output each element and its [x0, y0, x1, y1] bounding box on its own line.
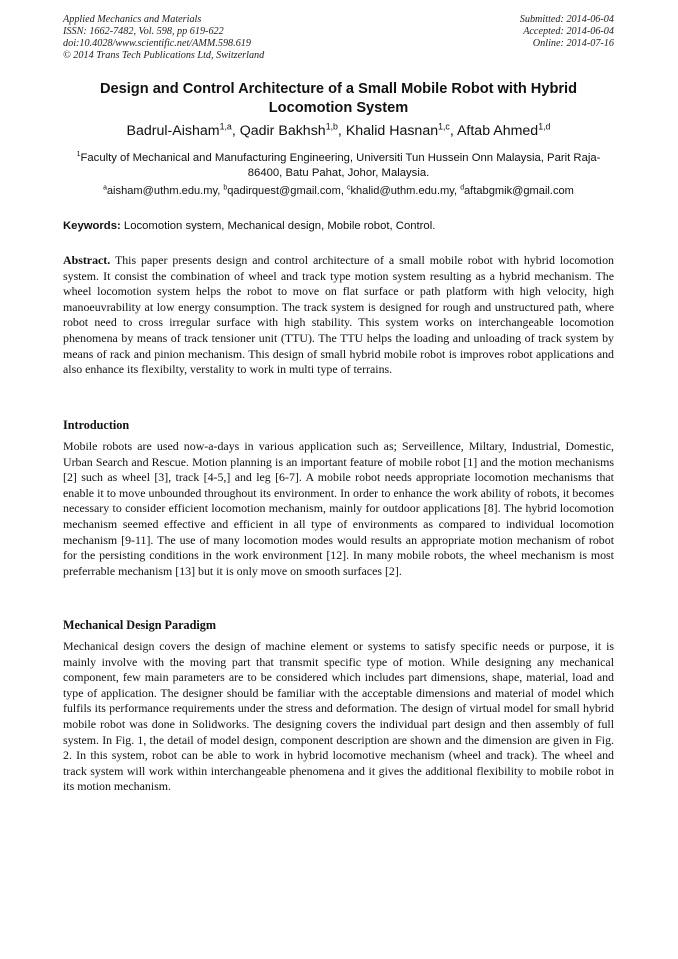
abstract — [63, 253, 614, 378]
affiliation: $^1$Faculty of Mechanical and Manufacturing Engineering, Universiti Tun Hussein Onn Malaysia, Parit Raja-86400, Batu Pahat, Johor, Malaysia. — [76, 151, 601, 179]
email-address[interactable]: $^b$qadirquest@gmail.com — [223, 184, 341, 197]
email-list: $^a$aisham@uthm.edu.my, $^b$qadirquest@gmail.com, $^c$khalid@uthm.edu.my, $^d$aftabgmik@gmail.com — [103, 184, 574, 197]
email-address[interactable]: $^a$aisham@uthm.edu.my — [103, 184, 218, 197]
keywords — [63, 219, 614, 234]
email-address[interactable]: $^d$aftabgmik@gmail.com — [460, 184, 574, 197]
paper-title: Design and Control Architecture of a Small Mobile Robot with Hybrid Locomotion System — [99, 81, 578, 116]
author: Qadir Bakhsh$^{1,b}$, — [239, 121, 346, 139]
section-heading-mechanical-design: Mechanical Design Paradigm — [63, 618, 217, 632]
author: Aftab Ahmed$^{1,d}$ — [456, 121, 551, 139]
abstract-text: This paper presents design and control architecture of a small mobile robot with hybrid locomotion system. It consist the combination of wheel and track type motion system resulting as a hybrid mechanism. The wheel locomotion system helps the robot to move on flat surface or path platform with high velocity, high manoeuvrability at low energy consumption. The track system is designed for rough and unstructured path, where robot need to cross irregular surface with high stability. This system works on interchangeable locomotion phenomena by means of track tensioner unit (TTU). The TTU helps the loading and unloading of track system by means of rack and pinion mechanism. This design of small hybrid mobile robot is improves robot applications and also enhance its flexibilty, verstality to work in multi type of terrains. — [63, 253, 615, 377]
keywords-text: Locomotion system, Mechanical design, Mobile robot, Control. — [123, 220, 436, 232]
issn-line: ISSN: 1662-7482, Vol. 598, pp 619-622 — [63, 26, 224, 37]
dates-header — [520, 14, 614, 50]
author: Badrul-Aisham$^{1,a}$, — [126, 121, 240, 139]
abstract-label: Abstract. — [63, 253, 111, 267]
author: Khalid Hasnan$^{1,c}$, — [345, 121, 457, 139]
doi-line: doi:10.4028/www.scientific.net/AMM.598.619 — [63, 38, 251, 49]
section-text-mechanical-design: Mechanical design covers the design of machine element or systems to satisfy specific needs or purpose, it is mainly involve with the moving part that transmit specific type of motion. While designing any mechanical component, few main parameters are to be considered which includes part dimensions, shape, material, load and type of application. The designer should be familiar with the acceptable dimensions and material of model which fulfils its performance requirements under the stress and deformation. The design of virtual model for small hybrid mobile robot was done in Solidworks. The designing covers the individual part design and then assembly of full system. In Fig. 1, the detail of model design, component description are shown and the dimension are given in Fig. 2. In this system, robot can be able to work in hybrid locomotive mechanism (wheel and track). The wheel and track system will work within interchangeable phenomena and it gives the additional flexibility to mobile robot in its motion mechanism. — [63, 639, 614, 794]
journal-header — [63, 14, 264, 62]
author-list — [63, 121, 614, 141]
section-text-introduction: Mobile robots are used now-a-days in various application such as; Serveillence, Miltary, Industrial, Domestic, Urban Search and Rescue. Motion planning is an important feature of mobile robot [1] and the motion mechanisms [2] such as wheel [3], track [4-5,] and leg [6-7]. A mobile robot needs appropriate locomotion mechanisms that enable it to move unbounded throughout its environment. In order to enhance the work ability of robots, it becomes necessary to consider efficient locomotion mechanism, mainly for outdoor applications [8]. The hybrid locomotion mechanism seemed effective and efficient in all type of environments as compared to individual locomotion mechanism [9-11]. The use of many locomotion modes would results an appropriate motion mechanism of robot for the persisting conditions in the work environment [12]. In many mobile robots, the wheel mechanism is most preferrable mechanism [13] but it is only move on smooth surfaces [2]. — [63, 439, 614, 578]
copyright-line: © 2014 Trans Tech Publications Ltd, Switzerland — [63, 50, 265, 61]
email-address[interactable]: $^c$khalid@uthm.edu.my — [347, 184, 455, 197]
journal-name: Applied Mechanics and Materials — [63, 14, 202, 25]
keywords-label: Keywords: — [63, 220, 121, 232]
accepted-date: Accepted: 2014-06-04 — [523, 26, 614, 37]
online-date: Online: 2014-07-16 — [532, 38, 614, 49]
submitted-date: Submitted: 2014-06-04 — [519, 14, 614, 25]
section-heading-introduction: Introduction — [63, 418, 130, 432]
